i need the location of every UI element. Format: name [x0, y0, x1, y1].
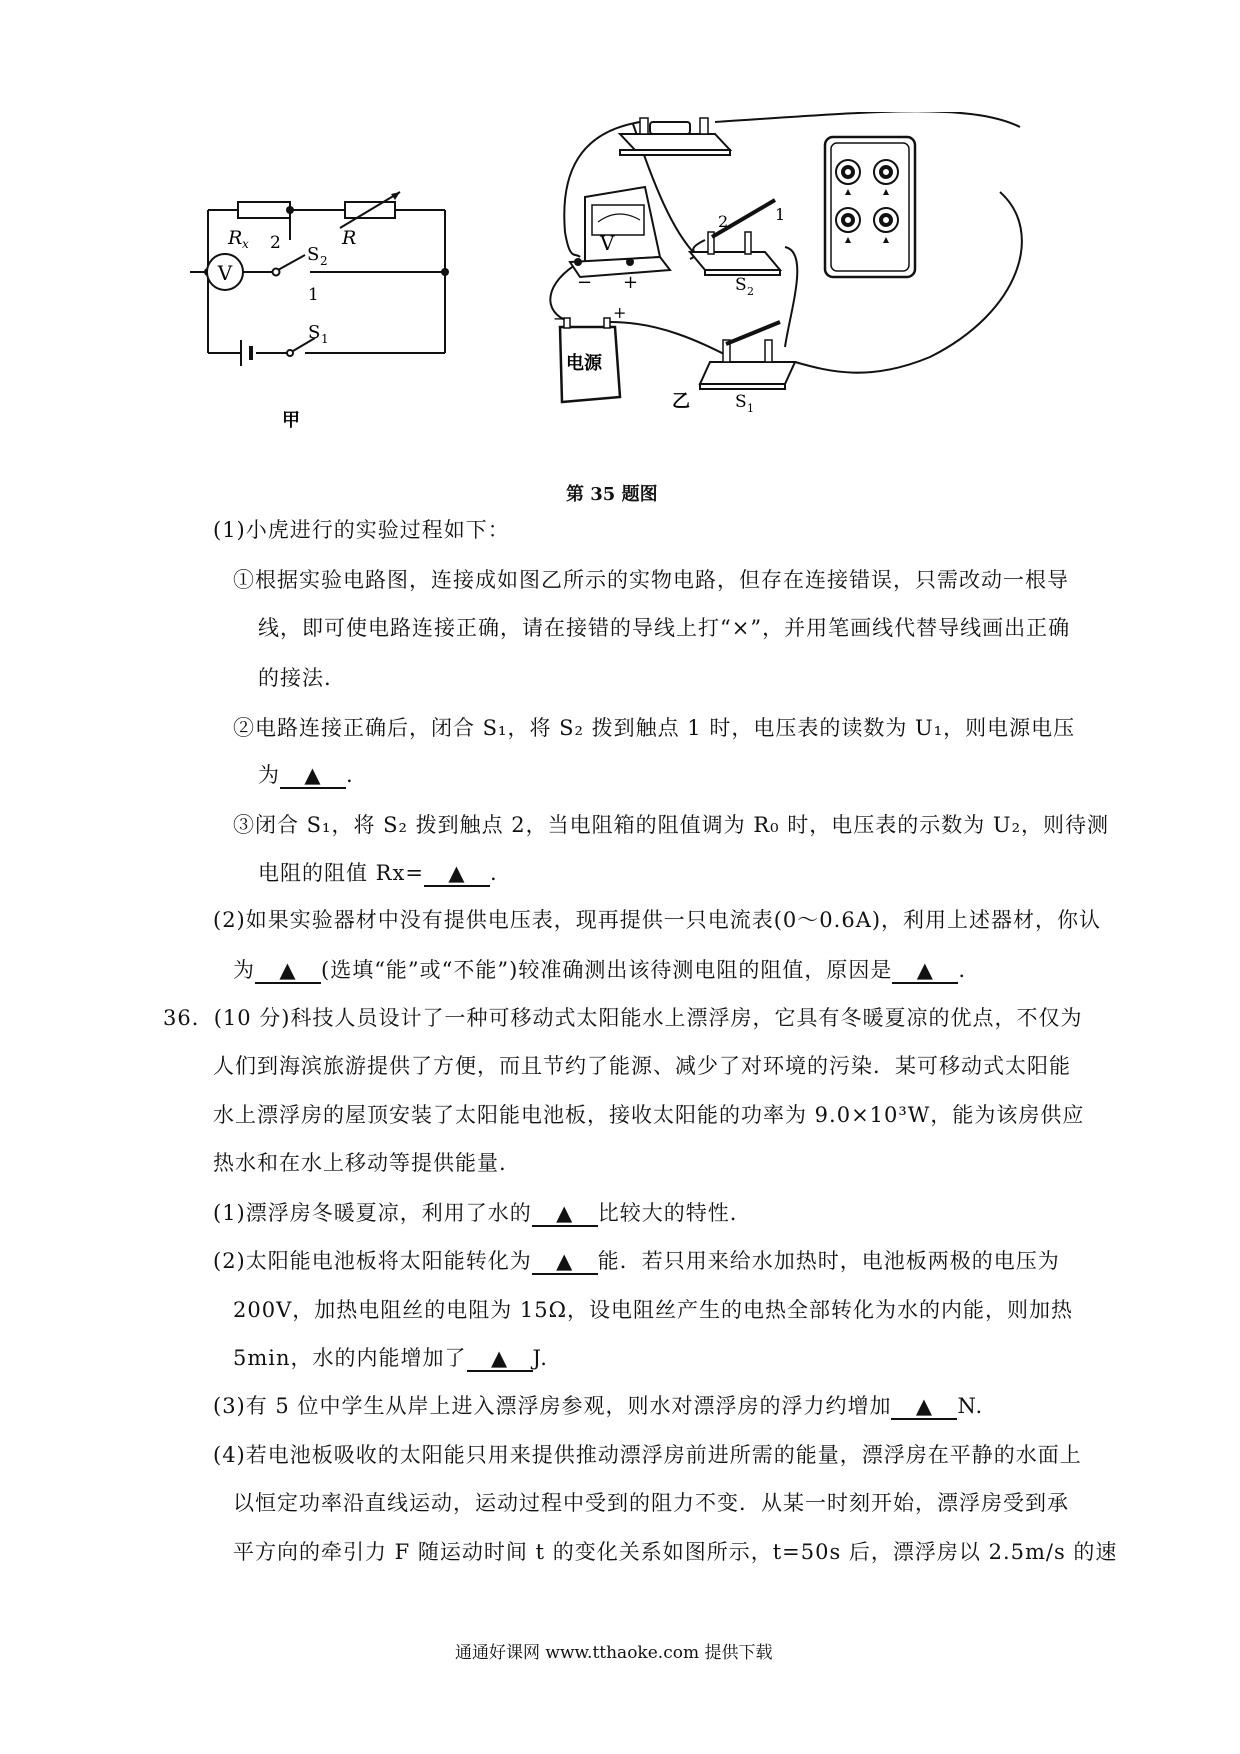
power-minus-terminal: −: [553, 309, 567, 328]
answer-blank: ▲: [532, 1249, 598, 1275]
voltmeter-device-label: V: [600, 231, 615, 255]
q35-step1-line-a: ①根据实验电路图，连接成如图乙所示的实物电路，但存在连接错误，只需改动一根导: [233, 568, 1069, 592]
figure-jia-caption: 甲: [282, 410, 300, 431]
contact-2-label: 2: [270, 233, 281, 253]
q35-step3-line-a: ③闭合 S₁，将 S₂ 拨到触点 2，当电阻箱的阻值调为 R₀ 时，电压表的示数为 U₂，则待测: [233, 813, 1110, 837]
svg-text:2: 2: [747, 285, 754, 298]
switch-s2-board: [690, 252, 780, 270]
q36-part4-line-a: (4)若电池板吸收的太阳能只用来提供推动漂浮房前进所需的能量，漂浮房在平静的水面上: [213, 1443, 1082, 1467]
answer-blank: ▲: [891, 1394, 957, 1420]
circuit-diagram-jia: [190, 190, 470, 470]
switch-s2-device-label: S: [735, 275, 747, 295]
answer-blank: ▲: [280, 763, 346, 789]
svg-text:2: 2: [320, 254, 328, 268]
answer-blank: ▲: [892, 958, 958, 984]
q36-part4-line-b: 以恒定功率沿直线运动，运动过程中受到的阻力不变．从某一时刻开始，漂浮房受到承: [233, 1491, 1069, 1515]
switch-s1-board: [700, 362, 795, 384]
physical-circuit-yi: [540, 112, 1060, 472]
contact-1-label: 1: [308, 285, 319, 305]
figure-yi-caption: 乙: [672, 391, 690, 412]
q35-step1-line-b: 线，即可使电路连接正确，请在接错的导线上打“×”，并用笔画线代替导线画出正确: [258, 616, 1071, 640]
q36-part4-line-c: 平方向的牵引力 F 随运动时间 t 的变化关系如图所示，t=50s 后，漂浮房以 2.5m/s 的速: [233, 1540, 1118, 1564]
resistor-rx: [238, 202, 290, 218]
q36-intro-line-b: 人们到海滨旅游提供了方便，而且节约了能源、减少了对环境的污染．某可移动式太阳能: [213, 1054, 1071, 1078]
q35-step3-line-b: 电阻的阻值 Rx= ▲ .: [258, 861, 498, 885]
resistor-board: [620, 134, 730, 150]
switch-s1-label: S: [308, 322, 321, 343]
answer-blank: ▲: [255, 958, 321, 984]
rx-component: [650, 122, 690, 134]
q36-part2-line-a: (2)太阳能电池板将太阳能转化为 ▲ 能．若只用来给水加热时，电池板两极的电压为: [213, 1249, 1060, 1273]
svg-text:1: 1: [321, 332, 329, 346]
q36-part2-line-b: 200V，加热电阻丝的电阻为 15Ω，设电阻丝产生的电热全部转化为水的内能，则加热: [233, 1298, 1074, 1322]
figure-title: 第 35 题图: [566, 484, 658, 505]
meter-plus-terminal: +: [623, 272, 639, 293]
q36-part2-line-c: 5min，水的内能增加了 ▲ J.: [233, 1346, 548, 1370]
q36-intro-line-a: 36．(10 分)科技人员设计了一种可移动式太阳能水上漂浮房，它具有冬暖夏凉的优点，不仅为: [163, 1006, 1083, 1030]
svg-text:1: 1: [747, 402, 754, 415]
q36-part3: (3)有 5 位中学生从岸上进入漂浮房参观，则水对漂浮房的浮力约增加 ▲ N.: [213, 1394, 984, 1418]
q35-part2-line-b: 为 ▲ (选填“能”或“不能”)较准确测出该待测电阻的阻值，原因是 ▲ .: [233, 958, 967, 982]
power-supply-label: 电源: [566, 353, 602, 374]
answer-blank: ▲: [424, 861, 490, 887]
q35-step2-line-a: ②电路连接正确后，闭合 S₁，将 S₂ 拨到触点 1 时，电压表的读数为 U₁，则电源电压: [233, 716, 1076, 740]
q35-step1-line-c: 的接法.: [258, 666, 332, 690]
meter-minus-terminal: −: [577, 272, 593, 293]
q35-step2-line-b: 为 ▲ .: [258, 763, 354, 787]
switch-s2-label: S: [307, 244, 320, 265]
voltmeter-label: V: [217, 261, 233, 285]
s2-contact-1: 1: [775, 205, 786, 224]
page-footer: 通通好课网 www.tthaoke.com 提供下载: [455, 1643, 773, 1663]
switch-s1-device-label: S: [735, 392, 747, 412]
r-label: R: [342, 227, 357, 249]
s2-contact-2: 2: [718, 212, 729, 231]
q36-part1: (1)漂浮房冬暖夏凉，利用了水的 ▲ 比较大的特性.: [213, 1201, 738, 1225]
q36-intro-line-c: 水上漂浮房的屋顶安装了太阳能电池板，接收太阳能的功率为 9.0×10³W，能为该房供应: [213, 1103, 1085, 1127]
q35-part2-line-a: (2)如果实验器材中没有提供电压表，现再提供一只电流表(0～0.6A)，利用上述器材，你认: [213, 908, 1102, 932]
q35-part1-heading: (1)小虎进行的实验过程如下：: [213, 518, 510, 542]
voltmeter-device: [570, 187, 670, 277]
answer-blank: ▲: [532, 1201, 598, 1227]
answer-blank: ▲: [467, 1346, 533, 1372]
rx-label: R: [228, 227, 243, 249]
q36-intro-line-d: 热水和在水上移动等提供能量.: [213, 1151, 507, 1175]
resistance-box: [825, 137, 915, 277]
svg-text:x: x: [242, 237, 249, 251]
power-plus-terminal: +: [613, 303, 627, 322]
